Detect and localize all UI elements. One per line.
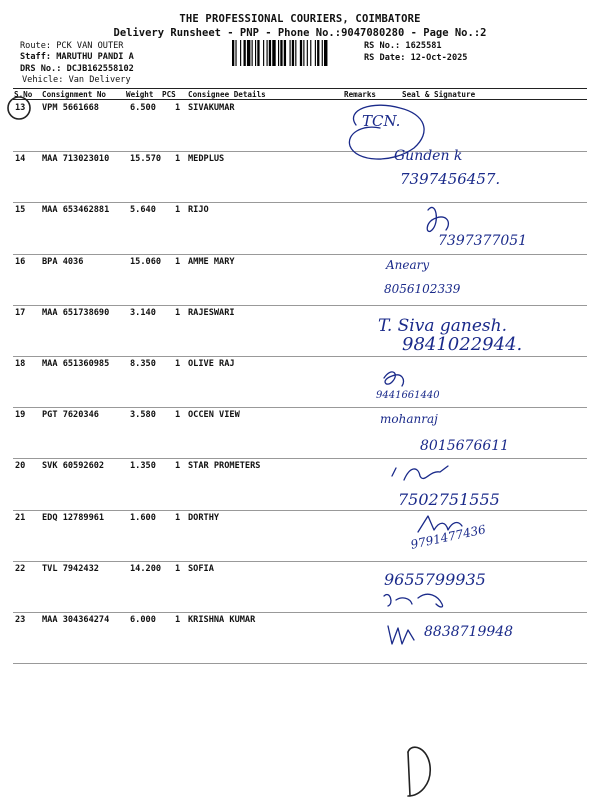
row-pcs: 1 <box>175 154 181 165</box>
row-sno: 22 <box>15 563 26 574</box>
row-sno: 19 <box>15 410 26 421</box>
col-sno: S.No <box>14 90 33 99</box>
handwriting-row-17-phone: 9841022944. <box>402 334 523 355</box>
handwriting-row-18-phone: 9441661440 <box>376 390 440 401</box>
row-sno: 16 <box>15 256 26 267</box>
row-consignment-no: BPA 4036 <box>42 256 84 267</box>
row-pcs: 1 <box>175 512 181 523</box>
signature-row-23 <box>388 626 414 644</box>
handwriting-row-16-phone: 8056102339 <box>384 282 461 296</box>
row-pcs: 1 <box>175 563 181 574</box>
row-consignment-no: MAA 651360985 <box>42 359 110 369</box>
row-pcs: 1 <box>175 410 181 421</box>
handwriting-row-16-name: Aneary <box>386 258 430 272</box>
row-sno: 15 <box>15 205 26 216</box>
row-pcs: 1 <box>175 307 181 318</box>
handwriting-row-14-name: Gunden k <box>394 148 463 164</box>
row-sno: 21 <box>15 512 26 523</box>
row-weight: 5.640 <box>130 205 156 216</box>
col-seal-signature: Seal & Signature <box>402 90 476 99</box>
staff-label: Staff: MARUTHU PANDI A <box>20 52 134 62</box>
row-sno: 18 <box>15 359 26 369</box>
rs-date: RS Date: 12-Oct-2025 <box>364 53 468 63</box>
row-weight: 6.500 <box>130 103 156 113</box>
runsheet-subtitle: Delivery Runsheet - PNP - Phone No.:9047080280 - Page No.:2 <box>113 27 487 39</box>
row-weight: 1.350 <box>130 461 156 472</box>
rs-number: RS No.: 1625581 <box>364 41 442 51</box>
handwriting-row-19-phone: 8015676611 <box>420 438 510 454</box>
signature-row-18 <box>384 372 404 386</box>
handwriting-row-14-phone: 7397456457. <box>400 170 501 188</box>
row-weight: 8.350 <box>130 359 156 369</box>
row-consignee: STAR PROMETERS <box>188 461 261 472</box>
row-weight: 15.060 <box>130 256 162 267</box>
handwriting-row-19-name: mohanraj <box>380 412 438 426</box>
row-consignment-no: EDQ 12789961 <box>42 512 105 523</box>
handwriting-row-17-name: T. Siva ganesh. <box>378 316 507 336</box>
row-sno: 23 <box>15 615 26 625</box>
row-sno: 20 <box>15 461 26 472</box>
drs-number: DRS No.: DCJB162558102 <box>20 64 134 74</box>
row-sno: 17 <box>15 307 26 318</box>
row-pcs: 1 <box>175 256 181 267</box>
row-pcs: 1 <box>175 615 181 625</box>
row-consignment-no: MAA 713023010 <box>42 154 110 165</box>
col-weight: Weight <box>126 90 154 99</box>
row-weight: 14.200 <box>130 563 162 574</box>
corner-scribble-stem <box>408 752 410 796</box>
row-consignee: OCCEN VIEW <box>188 410 240 421</box>
row-weight: 15.570 <box>130 154 162 165</box>
row-weight: 3.140 <box>130 307 156 318</box>
handwriting-row-15-phone: 7397377051 <box>438 233 528 249</box>
vehicle-label: Vehicle: Van Delivery <box>22 75 131 85</box>
row-consignee: DORTHY <box>188 512 220 523</box>
signature-row-20 <box>392 466 448 480</box>
row-consignee: SOFIA <box>188 563 214 574</box>
company-title: THE PROFESSIONAL COURIERS, COIMBATORE <box>179 13 421 25</box>
handwriting-row-13-mark: TCN. <box>362 112 401 130</box>
row-weight: 3.580 <box>130 410 156 421</box>
row-consignee: AMME MARY <box>188 256 235 267</box>
row-consignee: RAJESWARI <box>188 307 235 318</box>
row-consignment-no: TVL 7942432 <box>42 563 99 574</box>
signature-row-22 <box>384 594 443 607</box>
row-consignee: MEDPLUS <box>188 154 225 165</box>
handwriting-row-21-phone: 9791477436 <box>409 522 487 552</box>
route-label: Route: PCK VAN OUTER <box>20 41 124 51</box>
handwriting-row-22-phone: 9655799935 <box>384 570 486 589</box>
row-pcs: 1 <box>175 103 181 113</box>
row-pcs: 1 <box>175 205 181 216</box>
corner-scribble <box>408 747 430 796</box>
signature-row-15 <box>427 207 448 231</box>
row-consignment-no: MAA 651738690 <box>42 307 110 318</box>
row-consignment-no: MAA 653462881 <box>42 205 110 216</box>
col-pcs: PCS <box>162 90 176 99</box>
row-consignment-no: PGT 7620346 <box>42 410 99 421</box>
row-pcs: 1 <box>175 461 181 472</box>
row-sno: 13 <box>15 103 26 113</box>
row-weight: 6.000 <box>130 615 156 625</box>
row-consignee: KRISHNA KUMAR <box>188 615 256 625</box>
handwriting-row-20-phone: 7502751555 <box>398 490 500 509</box>
row-consignment-no: VPM 5661668 <box>42 103 99 113</box>
row-sno: 14 <box>15 154 26 165</box>
col-consignment: Consignment No <box>42 90 107 99</box>
serial-circle-mark <box>8 97 30 119</box>
row-consignee: OLIVE RAJ <box>188 359 235 369</box>
col-consignee: Consignee Details <box>188 90 266 99</box>
handwriting-row-23-phone: 8838719948 <box>424 624 514 640</box>
row-consignee: RIJO <box>188 205 209 216</box>
row-consignment-no: MAA 304364274 <box>42 615 110 625</box>
row-consignee: SIVAKUMAR <box>188 103 235 113</box>
row-pcs: 1 <box>175 359 181 369</box>
col-remarks: Remarks <box>344 90 377 99</box>
row-consignment-no: SVK 60592602 <box>42 461 105 472</box>
row-weight: 1.600 <box>130 512 156 523</box>
